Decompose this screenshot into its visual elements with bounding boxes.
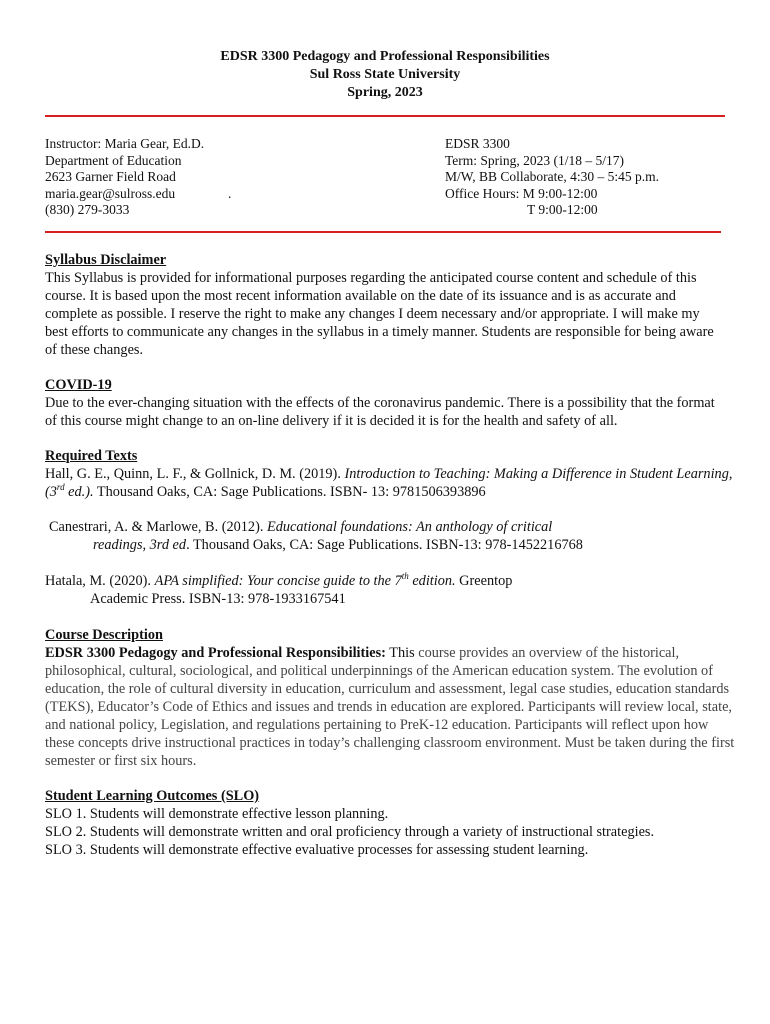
course-term: Term: Spring, 2023 (1/18 – 5/17)	[445, 152, 625, 168]
header-divider	[45, 115, 725, 117]
required-texts-section	[45, 447, 735, 501]
stray-dot: .	[228, 186, 232, 201]
office-hours-tuesday: T 9:00-12:00	[527, 202, 598, 218]
disclaimer-body: This Syllabus is provided for informational purposes regarding the anticipated course content and schedule of this course. It is based upon the most recent information available on the date of its issuance and is as accurate and complete as possible. I reserve the right to make any changes I deem necessary and/or appropriate. I will make my best efforts to communicate any changes in the syllabus in a timely manner. Students are responsible for being aware of these changes.	[45, 270, 714, 358]
disclaimer-heading: Syllabus Disclaimer	[45, 252, 167, 268]
instructor-department: Department of Education	[45, 152, 182, 168]
book-hall: Hall, G. E., Quinn, L. F., & Gollnick, D. M. (2019). Introduction to Teaching: Making a Difference in Student Learning, (3rd ed.). Thousand Oaks, CA: Sage Publications. ISBN- 13: 9781506393896	[45, 466, 733, 500]
instructor-name: Instructor: Maria Gear, Ed.D.	[45, 136, 205, 151]
university-name: Sul Ross State University	[309, 67, 461, 82]
course-schedule: M/W, BB Collaborate, 4:30 – 5:45 p.m.	[445, 169, 659, 185]
instructor-email: maria.gear@sulross.edu	[45, 185, 176, 201]
required-texts-heading: Required Texts	[45, 448, 138, 464]
slo-heading: Student Learning Outcomes (SLO)	[45, 788, 260, 804]
course-description-heading: Course Description	[45, 627, 163, 643]
course-description-body: EDSR 3300 Pedagogy and Professional Responsibilities: This course provides an overview of the historical, philosophical, cultural, sociological, and political underpinnings of the American education system. The evolution of education, the role of cultural diversity in education, curriculum and assessment, legal case studies, education standards (TEKS), Educator’s Code of Ethics and issues and trends in education are explored. Participants will review local, state, and national policy, Legislation, and regulations pertaining to PreK-12 education. Participants will reflect upon how these concepts drive instructional practices in today’s challenging classroom environment. Must be taken during the first semester or first six hours.	[45, 645, 735, 769]
instructor-address: 2623 Garner Field Road	[45, 169, 176, 185]
covid-heading: COVID-19	[45, 377, 112, 393]
slo-item: SLO 3. Students will demonstrate effective evaluative processes for assessing student learning.	[45, 842, 589, 858]
document-header	[0, 48, 770, 102]
covid-section	[45, 376, 725, 430]
course-title: EDSR 3300 Pedagogy and Professional Responsibilities	[220, 49, 550, 64]
course-code: EDSR 3300	[445, 136, 510, 151]
instructor-phone: (830) 279-3033	[45, 202, 130, 218]
office-hours: Office Hours: M 9:00-12:00	[445, 185, 598, 201]
covid-body: Due to the ever-changing situation with the effects of the coronavirus pandemic. There is a possibility that the format of this course might change to an on-line delivery if it is decided it is for the health and safety of all.	[45, 395, 715, 429]
slo-item: SLO 2. Students will demonstrate written and oral proficiency through a variety of instructional strategies.	[45, 824, 655, 840]
instructor-info	[45, 136, 204, 219]
slo-section	[45, 787, 735, 859]
book-hatala: Hatala, M. (2020). APA simplified: Your concise guide to the 7th edition. Greentop Academic Press. ISBN-13: 978-1933167541	[45, 571, 513, 607]
book-canestrari: Canestrari, A. & Marlowe, B. (2012). Educational foundations: An anthology of critical readings, 3rd ed. Thousand Oaks, CA: Sage Publications. ISBN-13: 978-1452216768	[49, 519, 583, 553]
semester: Spring, 2023	[347, 85, 423, 100]
course-description-section	[45, 626, 735, 770]
disclaimer-section	[45, 251, 725, 359]
info-divider	[45, 231, 721, 233]
course-info	[445, 136, 659, 219]
slo-item: SLO 1. Students will demonstrate effective lesson planning.	[45, 806, 389, 822]
